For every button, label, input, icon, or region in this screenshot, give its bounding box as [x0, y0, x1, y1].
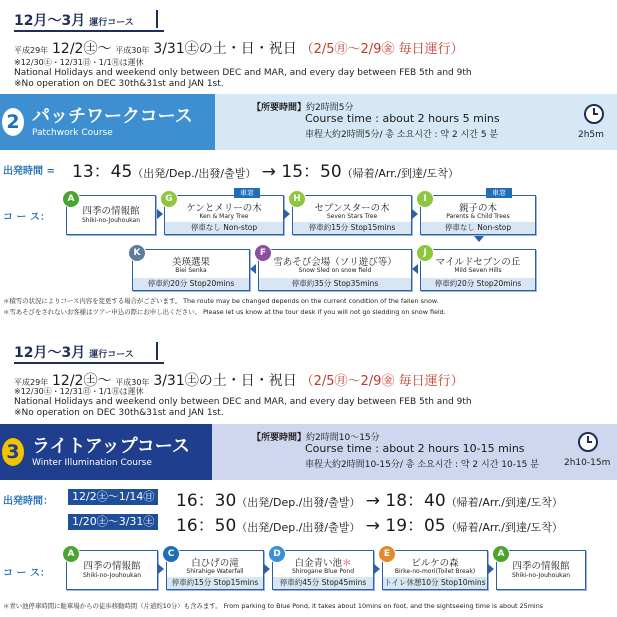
stop-marker: A	[62, 190, 80, 208]
year-label: 平成29年	[14, 378, 49, 387]
course-title: パッチワークコース	[32, 106, 193, 127]
year-label: 平成30年	[115, 46, 150, 55]
stop-name-en: Shiki-no-Jouhoukan	[81, 217, 141, 224]
daily-operation-note: （2/5㊊〜2/9㊎ 毎日運行）	[300, 42, 464, 57]
season-text: 12月〜3月	[14, 13, 86, 29]
route-arrow	[157, 209, 163, 219]
english-note-1: National Holidays and weekend only between DEC and MAR, and every day between FEB 5th and 9th	[14, 397, 472, 407]
course-banner	[0, 94, 617, 150]
stop-name-en: Birke-no-mori(Toilet Break)	[394, 568, 476, 575]
stop-duration: 停車約20分 Stop20mins	[133, 278, 249, 290]
course-title: ライトアップコース	[32, 436, 190, 457]
stop-name: 四季の情報館	[83, 561, 141, 572]
stop-card-I	[420, 195, 536, 235]
stop-marker: J	[416, 244, 434, 262]
duration: 2h5m	[578, 130, 604, 140]
route-arrow	[284, 209, 290, 219]
end-date: 3/31㊏の土・日・祝日	[153, 41, 297, 57]
sledding-note: ＊雪あそびをされないお客様はツアー申込の際にお申し出ください。 Please let us know at the tour desk if you will not go sledding on snow field.	[3, 308, 446, 316]
stop-name: ビルケの森	[411, 558, 459, 569]
date-range-badge: 1/20㊏〜3/31㊏	[68, 514, 158, 530]
english-note-2: ※No operation on DEC 30th&31st and JAN 1st.	[14, 79, 224, 89]
end-date: 3/31㊏の土・日・祝日	[153, 373, 297, 389]
departure-label: 出発時間：	[3, 496, 53, 507]
course-label: コ ー ス：	[3, 212, 50, 223]
holiday-note: ※12/30㊏・12/31㊐・1/1㊊は運休	[14, 58, 144, 67]
course-banner	[0, 424, 617, 480]
arrow-icon: →	[261, 162, 282, 182]
course-title-en: Patchwork Course	[32, 128, 113, 138]
stop-name: 四季の情報館	[512, 561, 570, 572]
clock-icon	[584, 104, 604, 124]
course-time-ko: 車程大約2時間5分/ 총 소요시간 : 약 2 시간 5 분	[305, 130, 499, 140]
stop-marker: G	[160, 190, 178, 208]
daily-operation-note: （2/5㊊〜2/9㊎ 毎日運行）	[300, 374, 464, 389]
year-label: 平成29年	[14, 46, 49, 55]
required-time-jp: 約2時間10〜15分	[306, 433, 380, 443]
arrow-icon: →	[365, 516, 386, 536]
route-arrow	[264, 564, 270, 574]
stop-name-en: Snow Sled on snow field	[298, 267, 372, 274]
stop-name: 美瑛選果	[171, 257, 210, 268]
stop-name: ケンとメリーの木	[186, 203, 262, 214]
stop-name: セブンスターの木	[314, 203, 390, 214]
stop-name-en: Parents & Child Trees	[446, 213, 510, 220]
stop-name: 雪あそび会場（ソリ遊び等）	[273, 257, 397, 268]
stop-name: 四季の情報館	[82, 206, 140, 217]
arrival-time: 15：50	[281, 162, 342, 182]
stop-duration: 停車なし Non-stop	[421, 222, 535, 234]
course-number: 2	[2, 108, 24, 136]
route-arrow	[374, 564, 380, 574]
stop-card-F	[258, 249, 412, 291]
course-time-en: Course time : about 2 hours 5 mins	[305, 112, 500, 125]
course-title-en: Winter Illumination Course	[32, 458, 152, 468]
route-arrow-left	[250, 264, 256, 274]
stop-duration: トイレ休憩10分 Stop10mins	[384, 578, 486, 587]
stop-duration: 停車約20分 Stop20mins	[421, 278, 535, 290]
course-time-ko: 車程大約2時間10-15分/ 총 소요시간 : 약 2 시간 10-15 분	[305, 460, 539, 470]
departure-sub: （出発/Dep./出發/출발）	[132, 167, 257, 180]
duration: 2h10-15m	[564, 458, 611, 468]
route-arrow-left	[412, 264, 418, 274]
stop-duration: 停車約15分 Stop15mins	[293, 222, 411, 234]
operation-dates	[14, 38, 464, 58]
stop-marker: E	[378, 545, 396, 563]
stop-card-A	[66, 550, 158, 590]
stop-marker: F	[254, 244, 272, 262]
underline	[14, 30, 164, 32]
required-time-jp: 約2時間5分	[306, 103, 354, 113]
arrival-sub: （帰着/Arr./到達/도착）	[445, 496, 563, 509]
departure-row	[176, 486, 563, 511]
stop-card-J	[420, 249, 536, 291]
stop-name: マイルドセブンの丘	[435, 257, 521, 268]
year-label: 平成30年	[115, 378, 150, 387]
season-text: 12月〜3月	[14, 345, 86, 361]
departure-row	[176, 511, 563, 536]
stop-card-C	[166, 550, 264, 590]
stop-marker: A	[492, 545, 510, 563]
season-heading	[14, 10, 134, 30]
stop-name: 白ひげの滝	[191, 558, 239, 569]
stop-name-en: Shiki-no-Jouhoukan	[511, 572, 571, 579]
stop-name-en: Shiki-no-Jouhoukan	[82, 572, 142, 579]
departure-sub: （出発/Dep./出發/출발）	[236, 496, 361, 509]
stop-duration: 停車なし Non-stop	[165, 222, 283, 234]
snow-note: ＊積雪の状況によりコース内容を変更する場合がございます。 The route may be changed depends on the current condition of the fallen snow.	[3, 297, 439, 305]
section-divider	[156, 342, 158, 360]
stop-card-G	[164, 195, 284, 235]
arrival-time: 18：40	[385, 491, 446, 511]
season-heading	[14, 342, 134, 362]
departure-time: 16：30	[176, 491, 237, 511]
stop-marker: K	[128, 244, 146, 262]
route-arrow	[158, 564, 164, 574]
stop-name-en: Mild Seven Hills	[454, 267, 502, 274]
required-time-label: 【所要時間】	[252, 103, 307, 113]
route-arrow	[412, 209, 418, 219]
window-view-tag: 車窓	[486, 188, 512, 198]
departure-time: 13：45	[72, 162, 133, 182]
departure-label: 出発時間 =	[3, 166, 55, 177]
course-label: コ ー ス：	[3, 568, 50, 579]
stop-card-K	[132, 249, 250, 291]
stop-card-H	[292, 195, 412, 235]
stop-duration: 停車約45分 Stop45mins	[273, 577, 373, 589]
stop-marker: C	[162, 545, 180, 563]
stop-name	[273, 555, 373, 569]
route-arrow-down	[474, 236, 484, 242]
start-date: 12/2㊏〜	[52, 373, 112, 389]
course-number: 3	[2, 438, 24, 466]
departure-row	[72, 157, 459, 182]
stop-marker: I	[416, 190, 434, 208]
departure-time: 16：50	[176, 516, 237, 536]
clock-icon	[578, 432, 598, 452]
stop-name-en: Seven Stars Tree	[326, 213, 378, 220]
stop-marker: H	[288, 190, 306, 208]
stop-marker: D	[268, 545, 286, 563]
arrival-time: 19：05	[385, 516, 446, 536]
stop-card-E	[382, 550, 488, 590]
route-arrow	[488, 564, 494, 574]
date-range-badge: 12/2㊏〜1/14㊐	[68, 489, 158, 505]
section-divider	[156, 10, 158, 28]
english-note-2: ※No operation on DEC 30th&31st and JAN 1st.	[14, 408, 224, 418]
stop-duration: 停車約15分 Stop15mins	[167, 577, 263, 589]
stop-duration: 停車約35分 Stop35mins	[259, 278, 411, 290]
underline	[14, 362, 164, 364]
start-date: 12/2㊏〜	[52, 41, 112, 57]
stop-name-text: 白金青い池	[294, 558, 342, 569]
arrival-sub: （帰着/Arr./到達/도착）	[341, 167, 459, 180]
holiday-note: ※12/30㊏・12/31㊐・1/1㊊は運休	[14, 387, 144, 396]
window-view-tag: 車窓	[234, 188, 260, 198]
asterisk-mark: ＊	[342, 558, 352, 569]
departure-sub: （出発/Dep./出發/출발）	[236, 521, 361, 534]
season-tag: 運行コース	[89, 350, 134, 360]
course-time-en: Course time : about 2 hours 10-15 mins	[305, 442, 525, 455]
blue-pond-note: ＊青い池停車時間に駐車場からの徒歩移動時間（片道約10分）も含みます。 From parking to Blue Pond, it takes about 10mins on foot, and the sightseeing time is about 25mins	[3, 602, 544, 610]
stop-name-en: Ken & Mary Tree	[199, 213, 249, 220]
stop-card-D	[272, 550, 374, 590]
arrival-sub: （帰着/Arr./到達/도착）	[445, 521, 563, 534]
stop-marker: A	[62, 545, 80, 563]
english-note-1: National Holidays and weekend only between DEC and MAR, and every day between FEB 5th and 9th	[14, 68, 472, 78]
stop-name-en: Shirahige Waterfall	[186, 568, 244, 575]
required-time-label: 【所要時間】	[252, 433, 307, 443]
stop-name-en: Biei Senka	[175, 267, 207, 274]
season-tag: 運行コース	[89, 18, 134, 28]
stop-name: 親子の木	[458, 203, 497, 214]
stop-name-en: Shirogane Blue Pond	[291, 568, 355, 575]
arrow-icon: →	[365, 491, 386, 511]
